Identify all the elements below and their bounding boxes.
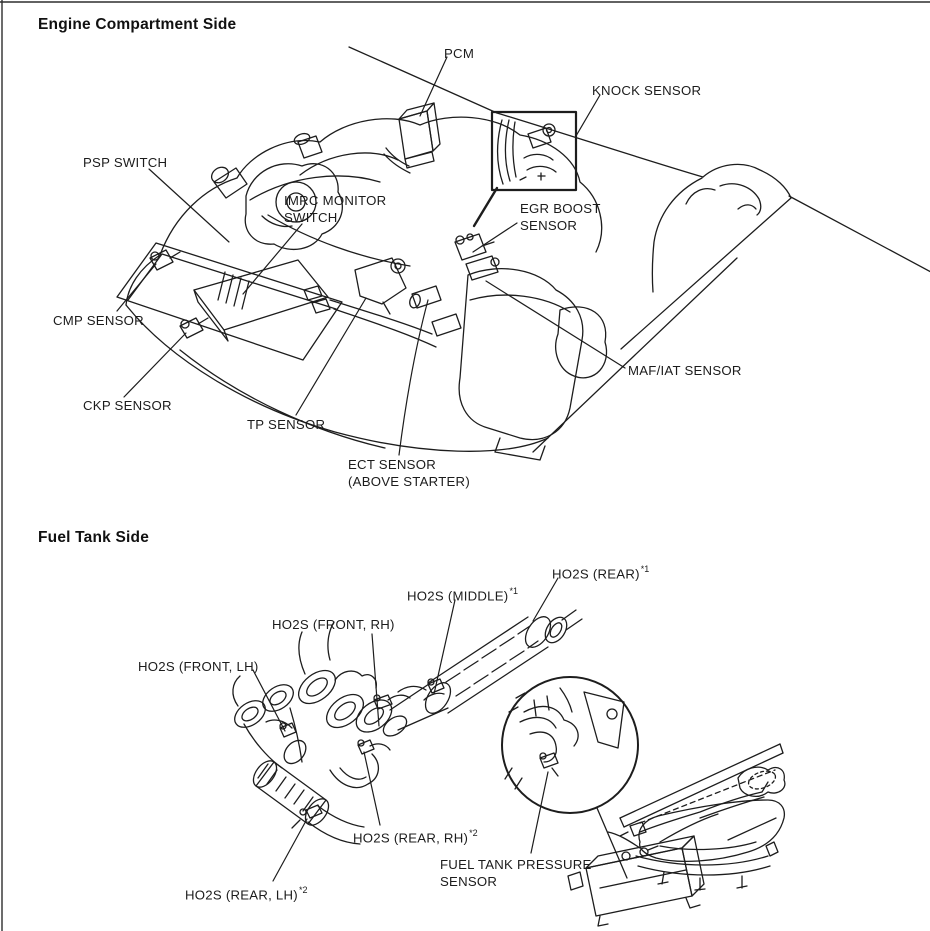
label-ect-sensor: ECT SENSOR (ABOVE STARTER) (348, 457, 470, 489)
ckp-leader-line (124, 333, 186, 397)
ftp-inset-circle (502, 677, 638, 878)
ho2s-front-rh-leader-line (372, 634, 379, 726)
label-egr-boost-sensor: EGR BOOST SENSOR (520, 201, 601, 233)
label-tp-sensor: TP SENSOR (247, 417, 326, 432)
lh-manifold-drawing (230, 676, 379, 844)
psp-pump-drawing (209, 132, 343, 250)
fuel-section-title: Fuel Tank Side (38, 529, 150, 546)
label-knock-sensor: KNOCK SENSOR (592, 83, 702, 98)
engine-illustration (117, 47, 930, 460)
ho2s-middle-leader-line (434, 600, 455, 694)
air-cleaner-drawing (459, 256, 606, 460)
middle-muffler-drawing (398, 610, 582, 718)
label-pcm: PCM (444, 46, 475, 61)
label-ckp-sensor: CKP SENSOR (83, 398, 172, 413)
label-ho2s-rear-lh: HO2S (REAR, LH)$^{*2}$ (185, 885, 308, 903)
pcm-module-drawing (384, 103, 440, 173)
body-panel-lines (349, 47, 930, 452)
label-maf-iat-sensor: MAF/IAT SENSOR (628, 363, 742, 378)
label-ho2s-middle: HO2S (MIDDLE)$^{*1}$ (407, 586, 518, 604)
egr-leader-line (473, 223, 517, 252)
label-ho2s-front-lh: HO2S (FRONT, LH) (138, 659, 259, 674)
knock-leader-line (576, 95, 600, 136)
label-fuel-tank-pressure-sensor: FUEL TANK PRESSURE SENSOR (440, 857, 592, 889)
label-ho2s-rear-rh: HO2S (REAR, RH)$^{*2}$ (353, 828, 478, 846)
label-psp-switch: PSP SWITCH (83, 155, 168, 170)
fuel-tank-drawing (620, 744, 785, 890)
imrc-leader-line (243, 224, 302, 294)
ho2s-rear-lh-leader-line (273, 819, 307, 881)
engine-block-drawing (126, 117, 602, 451)
cmp-sensor-drawing (150, 250, 180, 270)
label-imrc-monitor-switch: IMRC MONITOR SWITCH (284, 193, 387, 225)
pcm-leader-line (420, 57, 447, 116)
rh-manifold-drawing (292, 622, 448, 740)
engine-leader-lines (117, 57, 625, 455)
engine-section-title: Engine Compartment Side (38, 16, 237, 33)
ho2s-rear-rh-drawing (358, 740, 390, 754)
label-ho2s-rear: HO2S (REAR)$^{*1}$ (552, 564, 650, 582)
ho2s-rear-lh-drawing (292, 805, 322, 828)
egr-boost-sensor-drawing (455, 234, 494, 260)
label-cmp-sensor: CMP SENSOR (53, 313, 144, 328)
label-ho2s-front-rh: HO2S (FRONT, RH) (272, 617, 395, 632)
tp-leader-line (296, 298, 366, 415)
tp-sensor-drawing (355, 258, 406, 314)
ftp-leader-line (531, 772, 548, 853)
ho2s-rear-leader-line (533, 578, 558, 621)
